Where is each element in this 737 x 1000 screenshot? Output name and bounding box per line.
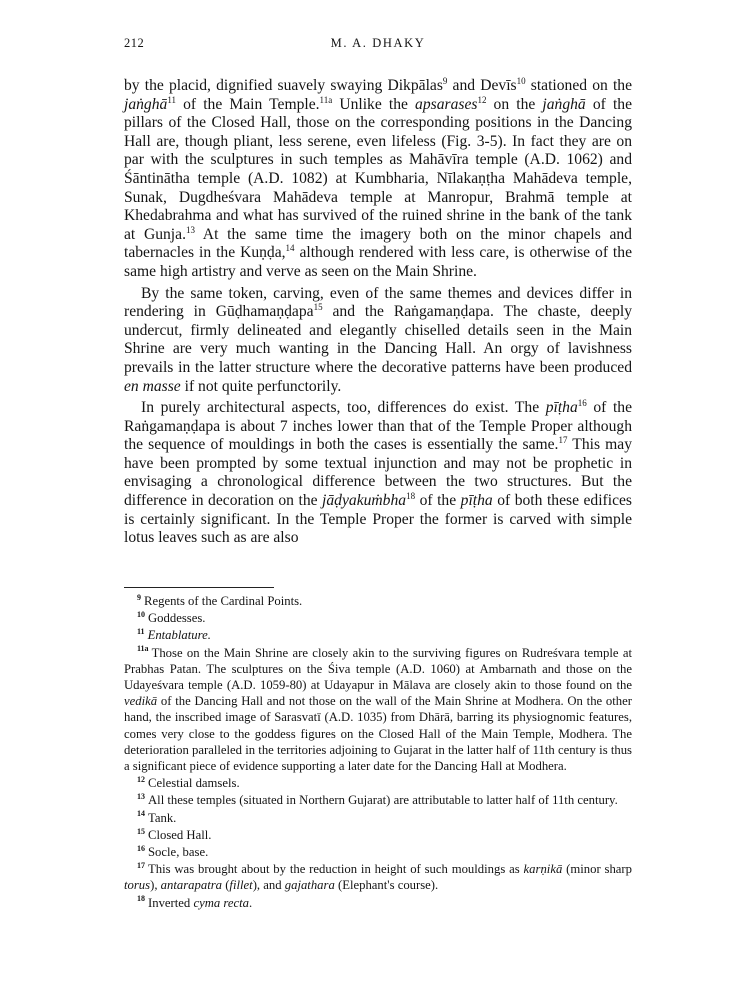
italic-text: jaṅghā	[124, 95, 168, 113]
text-run: (	[222, 878, 230, 893]
paragraph	[124, 399, 632, 548]
footnote-marker: 14	[285, 243, 295, 254]
text-run: Tank.	[148, 810, 177, 825]
text-run: of the	[415, 492, 461, 510]
footnote	[124, 775, 632, 791]
text-run: .	[249, 895, 253, 910]
italic-text: vedikā	[124, 694, 158, 709]
italic-text: gajathara	[284, 878, 335, 893]
paragraph	[124, 285, 632, 397]
footnote	[124, 645, 632, 775]
footnote	[124, 861, 632, 893]
footnote	[124, 844, 632, 860]
text-run: Unlike the	[332, 95, 416, 113]
text-run: of the Main Temple.	[176, 95, 320, 113]
text-run: and the Raṅgamaṇḍapa. The chaste, deeply undercut, firmly delineated and elegantly chiselled details seen in the Main Shrine are very much wanting in the Dancing Hall. An orgy of lavishness prevails in the latter structure where the decorative patterns have been produced	[124, 303, 632, 376]
text-run: Regents of the Cardinal Points.	[144, 594, 303, 608]
text-run: Inverted	[148, 895, 194, 910]
text-run: Goddesses.	[148, 611, 206, 626]
text-run: stationed on the	[525, 77, 632, 94]
italic-text: antarapatra	[160, 878, 223, 893]
text-run: By the same token, carving, even of the same themes and devices differ in rendering in Gūḍhamaṇḍapa	[124, 284, 632, 321]
text-run: Those on the Main Shrine are closely akin to the surviving figures on Rudreśvara temple at Prabhas Patan. The sculptures on the Śiva temple (A.D. 1060) at Ambarnath and those on the Udayeśvara temple (A.D. 1059-80) at Udayapur in Mālava are closely akin to those found on the	[124, 645, 632, 693]
text-run: In purely architectural aspects, too, differences do exist. The	[141, 399, 546, 417]
text-run: This may have been prompted by some textual injunction and may not be prophetic in envisaging a chronological difference between the two structures. But the difference in decoration on the	[124, 436, 632, 510]
footnote	[124, 792, 632, 808]
text-run: of the Raṅgamaṇḍapa is about 7 inches lower than that of the Temple Proper although the sequence of mouldings in both the cases is essentially the same.	[124, 399, 632, 454]
footnote-marker: 12	[137, 775, 145, 784]
footnote-marker: 9	[442, 75, 448, 86]
footnote	[124, 627, 632, 643]
footnote-marker: 16	[577, 397, 587, 408]
footnote-marker: 16	[137, 843, 145, 853]
italic-text: pīṭha	[545, 399, 578, 417]
footnote	[124, 895, 632, 911]
text-run: of both these edifices is certainly significant. In the Temple Proper the former is carved with simple lotus leaves such as are also	[124, 492, 632, 547]
footnote-marker: 18	[406, 490, 416, 501]
italic-text: cyma recta	[193, 895, 249, 910]
footnote-divider	[124, 587, 274, 588]
text-run: by the placid, dignified suavely swaying Dikpālas	[124, 77, 443, 94]
text-run: (minor sharp	[562, 862, 632, 877]
body-text	[124, 77, 632, 548]
footnote-marker: 10	[516, 75, 526, 86]
page-header	[124, 36, 632, 56]
text-run: ), and	[252, 878, 285, 893]
footnote-marker: 11	[167, 94, 176, 105]
italic-text: fillet	[229, 878, 253, 893]
italic-text: jaṅghā	[542, 95, 586, 113]
footnote-marker: 17	[558, 435, 568, 446]
italic-text: pīṭha	[460, 492, 493, 510]
italic-text: torus	[124, 878, 151, 893]
footnotes	[124, 593, 632, 912]
footnote-marker: 17	[137, 861, 145, 871]
footnote	[124, 810, 632, 826]
footnote-marker: 9	[137, 592, 141, 602]
italic-text: apsarases	[415, 95, 478, 113]
footnote	[124, 827, 632, 843]
footnote-marker: 15	[137, 826, 145, 836]
footnote-marker: 13	[137, 792, 145, 802]
italic-text: jāḍyakuṁbha	[322, 492, 407, 510]
footnote-marker: 11a	[137, 644, 149, 654]
footnote-marker: 14	[137, 809, 145, 819]
text-run: and Devīs	[447, 77, 517, 94]
italic-text: Entablature.	[147, 628, 211, 643]
text-run: ),	[150, 878, 161, 893]
text-run: Socle, base.	[148, 845, 209, 860]
text-run: Closed Hall.	[148, 827, 212, 842]
footnote-marker: 15	[313, 301, 323, 312]
footnote-marker: 10	[137, 609, 145, 619]
text-run: on the	[486, 95, 543, 113]
footnote-marker: 11	[137, 627, 145, 637]
text-run: of the pillars of the Closed Hall, those on the corresponding positions in the Dancing Hall are, though pliant, less serene, even lifeless (Fig. 3-5). In fact they are on par with the sculptures in such temples as Mahāvīra temple (A.D. 1062) and Śāntinātha temple (A.D. 1082) at Kumbharia, Nīlakaṇṭha Mahādeva temple, Sunak, Dugdheśvara Mahādeva temple at Manropur, Brahmā temple at Khedabrahma and what has survived of the ruined shrine in the bank of the tank at Gunja.	[124, 95, 632, 243]
text-run: At the same time the imagery both on the minor chapels and tabernacles in the Kuṇḍa,	[124, 225, 632, 262]
text-run: Celestial damsels.	[148, 776, 240, 791]
text-run: although rendered with less care, is otherwise of the same high artistry and verve as seen on the Main Shrine.	[124, 244, 632, 280]
text-run: if not quite perfunctorily.	[180, 377, 342, 395]
page-number: 212	[124, 36, 145, 50]
text-run: (Elephant's course).	[334, 878, 439, 893]
text-run: of the Dancing Hall and not those on the wall of the Main Shrine at Modhera. On the other hand, the inscribed image of Sarasvatī (A.D. 1035) from Dhārā, barring its physiognomic features, comes very close to the goddess figures on the Closed Hall of the Main Temple, Modhera. The deterioration paralleled in the territories adjoining to Gujarat in the latter half of 11th century is thus a significant piece of evidence supporting a later date for the Dancing Hall at Modhera.	[124, 694, 632, 774]
footnote-marker: 11a	[319, 94, 333, 105]
paragraph	[124, 77, 632, 282]
footnote	[124, 610, 632, 626]
italic-text: karṇikā	[523, 862, 563, 877]
footnote	[124, 593, 632, 609]
footnote-marker: 13	[185, 224, 195, 235]
footnote-marker: 18	[137, 894, 145, 904]
footnote-marker: 12	[477, 94, 487, 105]
text-run: This was brought about by the reduction in height of such mouldings as	[148, 862, 524, 877]
running-head: M. A. DHAKY	[330, 36, 426, 50]
italic-text: en masse	[124, 377, 181, 395]
text-run: All these temples (situated in Northern Gujarat) are attributable to latter half of 11th century.	[148, 793, 618, 808]
